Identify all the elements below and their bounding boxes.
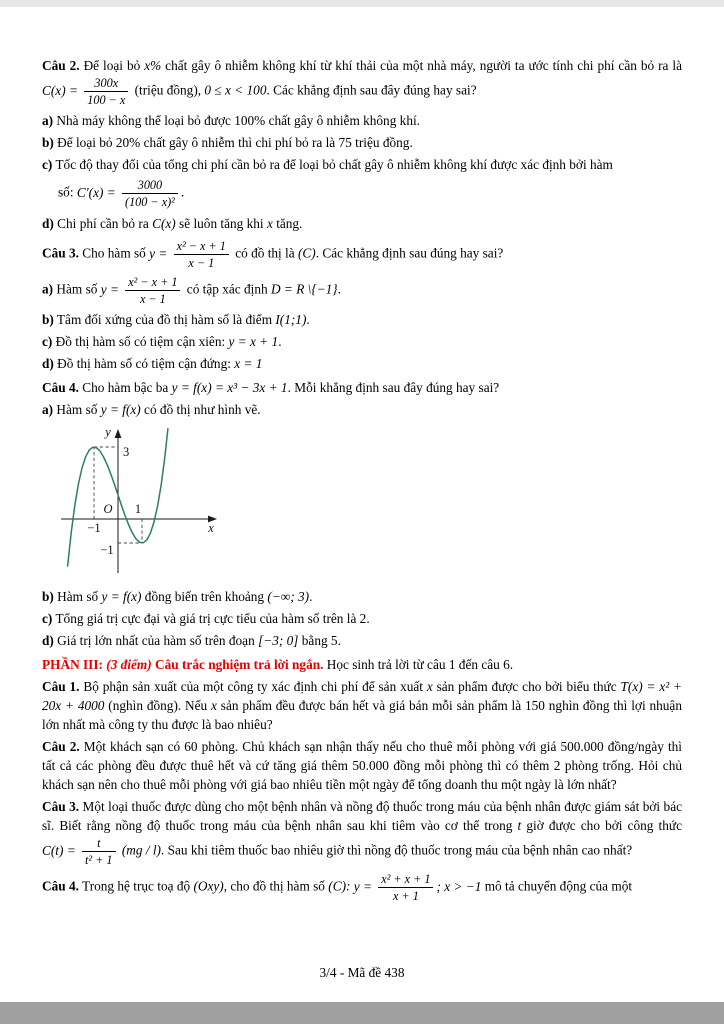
body-text: Tâm đối xứng của đồ thị hàm số là điểm bbox=[56, 312, 273, 327]
function-formula bbox=[100, 275, 184, 306]
body-text: Nhà máy không thể loại bỏ được 100% chất gây ô nhiễm không khí. bbox=[56, 113, 420, 128]
fraction-denominator: (100 − x)² bbox=[125, 195, 175, 209]
page-bottom-edge bbox=[0, 1002, 724, 1024]
part2-question4-intro bbox=[42, 378, 682, 397]
body-text: Cho hàm số bbox=[82, 245, 146, 261]
statement-label: c) bbox=[42, 334, 53, 349]
math-run: y = f(x) bbox=[101, 589, 142, 604]
body-text: Tốc độ thay đổi của tổng chi phí cần bỏ ra để loại bỏ chất gây ô nhiễm không khí được xác định bởi hàm bbox=[55, 157, 613, 172]
question-label: Câu 3. bbox=[42, 245, 79, 261]
body-text: . bbox=[306, 312, 310, 327]
part3-subtitle: Câu trắc nghiệm trả lời ngắn. bbox=[155, 657, 324, 672]
part3-header bbox=[42, 655, 682, 674]
math-run: y = bbox=[353, 878, 372, 894]
q2-statement-c-formula-line bbox=[58, 177, 682, 210]
body-text: có tập xác định bbox=[186, 281, 268, 297]
part2-question3-intro bbox=[42, 238, 682, 271]
body-text: . bbox=[309, 589, 313, 604]
math-run: y = f(x) = x³ − 3x + 1 bbox=[171, 380, 288, 395]
fraction-denominator: t² + 1 bbox=[85, 853, 113, 867]
math-run: (Oxy) bbox=[193, 878, 224, 894]
q4-statement-a bbox=[42, 400, 682, 419]
q3-statement-a bbox=[42, 274, 682, 307]
part3-question1 bbox=[42, 677, 682, 734]
body-text: . Các khẳng định sau đúng hay sai? bbox=[315, 245, 504, 261]
fraction-denominator: x − 1 bbox=[139, 292, 166, 306]
function-formula bbox=[149, 239, 232, 270]
fraction-numerator: 3000 bbox=[122, 178, 178, 194]
body-text: chất gây ô nhiễm không khí từ khí thải của một nhà máy, người ta ước tính chi phí cần bỏ ra là bbox=[165, 58, 682, 73]
body-text: Hàm số bbox=[56, 281, 98, 297]
fraction bbox=[174, 239, 229, 270]
question-label: Câu 2. bbox=[42, 58, 80, 73]
concentration-formula bbox=[42, 836, 119, 867]
math-run: (−∞; 3) bbox=[267, 589, 310, 604]
q2-statement-d bbox=[42, 214, 682, 233]
math-run: C(x) bbox=[152, 216, 176, 231]
math-run: y = bbox=[149, 245, 168, 261]
graph-label-minus1-y: −1 bbox=[100, 543, 114, 557]
part3-question2 bbox=[42, 737, 682, 794]
body-text: . Các khẳng định sau đây đúng hay sai? bbox=[266, 82, 477, 98]
q4-statement-d bbox=[42, 631, 682, 650]
body-text: Đồ thị hàm số có tiệm cận xiên: bbox=[55, 334, 226, 349]
q4-statement-b bbox=[42, 587, 682, 606]
part3-title: PHẦN III: bbox=[42, 657, 103, 672]
fraction-numerator: t bbox=[82, 836, 115, 852]
math-run: x bbox=[426, 679, 433, 694]
math-run: [−3; 0] bbox=[258, 633, 299, 648]
body-text: Để loại bỏ 20% chất gây ô nhiễm thì chi phí bỏ ra là 75 triệu đồng. bbox=[57, 135, 413, 150]
body-text: . Sau khi tiêm thuốc bao nhiêu giờ thì nồng độ thuốc trong máu của bệnh nhân cao nhất? bbox=[160, 842, 633, 858]
part3-instruction: Học sinh trả lời từ câu 1 đến câu 6. bbox=[326, 657, 514, 672]
body-text: giờ được cho bởi công thức bbox=[526, 818, 683, 833]
fraction bbox=[82, 836, 115, 867]
body-text: Cho hàm bậc ba bbox=[82, 380, 169, 395]
body-text: . bbox=[337, 281, 341, 297]
statement-label: b) bbox=[42, 312, 54, 327]
body-text: (triệu đồng), bbox=[134, 82, 202, 98]
q2-statement-a bbox=[42, 111, 682, 130]
page-top-edge bbox=[0, 0, 724, 7]
body-text: sản phẩm được cho bởi biểu thức bbox=[436, 679, 617, 694]
body-text: Để loại bỏ bbox=[83, 58, 141, 73]
fraction-numerator: x² − x + 1 bbox=[174, 239, 229, 255]
q2-statement-c bbox=[42, 155, 682, 174]
fraction bbox=[84, 76, 128, 107]
body-text: (nghìn đồng). Nếu bbox=[108, 698, 208, 713]
body-text: có đồ thị là bbox=[235, 245, 295, 261]
part2-question2-intro bbox=[42, 56, 682, 108]
fraction-numerator: 300x bbox=[84, 76, 128, 92]
body-text: . bbox=[180, 184, 185, 200]
graph-label-minus1-x: −1 bbox=[87, 521, 101, 535]
y-axis-label: y bbox=[105, 425, 111, 439]
body-text: sản phẩm đều được bán hết và giá bán mỗi sản phẩm là 150 nghìn đồng thì lợi nhuận lớn nhất mà công ty thu được là bao nhiêu? bbox=[42, 698, 682, 732]
fraction bbox=[125, 275, 180, 306]
statement-label: a) bbox=[42, 281, 54, 297]
math-run: t bbox=[517, 818, 522, 833]
math-run: C(t) = bbox=[42, 842, 76, 858]
statement-label: c) bbox=[42, 157, 53, 172]
math-run: y = bbox=[100, 281, 119, 297]
body-text: . Mỗi khẳng định sau đây đúng hay sai? bbox=[287, 380, 500, 395]
body-text: Hàm số bbox=[57, 589, 99, 604]
body-text: Chi phí cần bỏ ra bbox=[57, 216, 149, 231]
statement-label: a) bbox=[42, 402, 54, 417]
motion-formula bbox=[353, 872, 482, 903]
math-run: y = x + 1 bbox=[228, 334, 279, 349]
math-run: (C): bbox=[328, 878, 351, 894]
body-text: Hàm số bbox=[56, 402, 98, 417]
math-run: y = f(x) bbox=[100, 402, 141, 417]
fraction-denominator: 100 − x bbox=[87, 93, 126, 107]
body-text: , cho đồ thị hàm số bbox=[223, 878, 325, 894]
q3-statement-b bbox=[42, 310, 682, 329]
question-label: Câu 1. bbox=[42, 679, 80, 694]
math-run: D = R \{−1} bbox=[270, 281, 338, 297]
graph-label-1: 1 bbox=[134, 502, 142, 516]
math-run: I(1;1) bbox=[275, 312, 307, 327]
cubic-function-graph bbox=[56, 422, 226, 577]
x-axis-label: x bbox=[208, 521, 214, 535]
body-text: Tổng giá trị cực đại và giá trị cực tiểu của hàm số trên là 2. bbox=[55, 611, 370, 626]
fraction bbox=[378, 872, 433, 903]
part3-points: (3 điểm) bbox=[106, 657, 152, 672]
math-run: x bbox=[266, 216, 273, 231]
statement-label: a) bbox=[42, 113, 54, 128]
body-text: có đồ thị như hình vẽ. bbox=[144, 402, 261, 417]
math-run: (mg / l) bbox=[121, 842, 161, 858]
math-run: T(x) = x² + 20x + 4000 bbox=[42, 679, 683, 713]
statement-label: d) bbox=[42, 216, 54, 231]
body-text: mô tả chuyển động của một bbox=[484, 878, 633, 894]
body-text: tăng. bbox=[276, 216, 303, 231]
body-text: số: bbox=[58, 184, 74, 200]
q4-statement-c bbox=[42, 609, 682, 628]
question-label: Câu 4. bbox=[42, 380, 79, 395]
derivative-formula bbox=[76, 178, 181, 209]
q2-statement-b bbox=[42, 133, 682, 152]
page-footer: 3/4 - Mã đề 438 bbox=[319, 965, 405, 980]
statement-label: b) bbox=[42, 589, 54, 604]
body-text: Một khách sạn có 60 phòng. Chủ khách sạn nhận thấy nếu cho thuê mỗi phòng với giá 500.000 đồng/ngày thì tất cả các phòng đều được thuê hết và cứ tăng giá thêm 50.000 đồng mỗi phòng thì có thêm 2 phòng trống. Hỏi chủ khách sạn nên cho thuê mỗi phòng với giá bao nhiêu tiền một ngày để tổng doanh thu một ngày là lớn nhất? bbox=[42, 739, 682, 792]
body-text: đồng biến trên khoảng bbox=[144, 589, 265, 604]
graph-label-3: 3 bbox=[123, 445, 130, 459]
page-content bbox=[42, 56, 682, 907]
body-text: bằng 5. bbox=[301, 633, 341, 648]
statement-label: d) bbox=[42, 633, 54, 648]
fraction bbox=[122, 178, 178, 209]
body-text: Một loại thuốc được dùng cho một bệnh nhân và nồng độ thuốc trong máu của bệnh nhân được giám sát bởi bác sĩ. Biết rằng nồng độ thuốc trong máu của bệnh nhân sau khi tiêm vào cơ thể trong bbox=[42, 799, 682, 833]
q3-statement-c bbox=[42, 332, 682, 351]
math-run: x bbox=[211, 698, 217, 713]
math-run: x% bbox=[144, 58, 162, 73]
fraction-numerator: x² − x + 1 bbox=[125, 275, 180, 291]
body-text: sẽ luôn tăng khi bbox=[179, 216, 264, 231]
y-axis-arrow bbox=[115, 429, 122, 438]
cubic-function-graph-figure bbox=[56, 422, 682, 582]
fraction-denominator: x − 1 bbox=[188, 256, 215, 270]
math-run: ; x > −1 bbox=[436, 878, 482, 894]
math-run: C′(x) = bbox=[76, 184, 116, 200]
math-run: C(x) = bbox=[42, 82, 78, 98]
body-text: Bộ phận sản xuất của một công ty xác định chi phí để sản xuất bbox=[83, 679, 423, 694]
question-label: Câu 3. bbox=[42, 799, 80, 814]
question-label: Câu 2. bbox=[42, 739, 80, 754]
body-text: Đồ thị hàm số có tiệm cận đứng: bbox=[57, 356, 231, 371]
statement-label: d) bbox=[42, 356, 54, 371]
statement-label: b) bbox=[42, 135, 54, 150]
fraction-numerator: x² + x + 1 bbox=[378, 872, 433, 888]
q3-statement-d bbox=[42, 354, 682, 373]
statement-label: c) bbox=[42, 611, 53, 626]
body-text: . bbox=[278, 334, 282, 349]
math-run: x = 1 bbox=[234, 356, 263, 371]
math-run: (C) bbox=[297, 245, 316, 261]
question-label: Câu 4. bbox=[42, 878, 79, 894]
fraction-denominator: x + 1 bbox=[392, 889, 419, 903]
cost-formula bbox=[42, 76, 131, 107]
body-text: Giá trị lớn nhất của hàm số trên đoạn bbox=[57, 633, 255, 648]
body-text: Trong hệ trục toạ độ bbox=[82, 878, 191, 894]
part3-question3 bbox=[42, 797, 682, 868]
origin-label: O bbox=[103, 502, 113, 516]
math-run: 0 ≤ x < 100 bbox=[204, 82, 267, 98]
part3-question4 bbox=[42, 871, 682, 904]
